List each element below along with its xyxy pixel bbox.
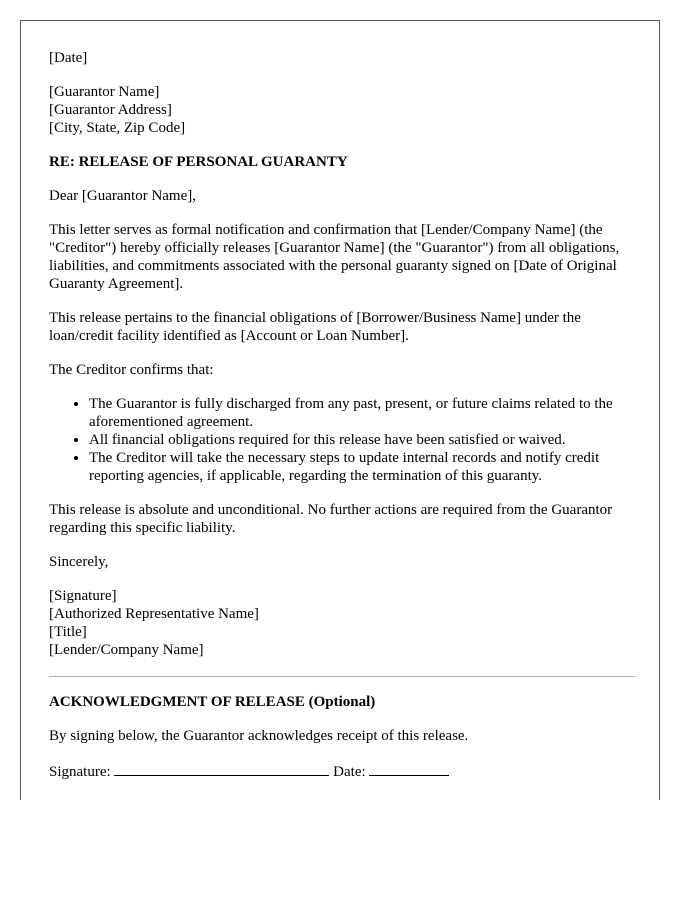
letter-page [20, 20, 660, 800]
list-item: • All financial obligations required for this release have been satisfied or waived. [89, 431, 635, 449]
representative-name: [Authorized Representative Name] [49, 606, 259, 622]
guarantor-address: [Guarantor Address] [49, 102, 172, 118]
letter-date: [Date] [49, 50, 88, 66]
acknowledgment-text: By signing below, the Guarantor acknowledges receipt of this release. [49, 728, 469, 744]
paragraph-obligations: This release pertains to the financial obligations of [Borrower/Business Name] under the loan/credit facility identified as [Account or Loan Number]. [49, 310, 581, 344]
paragraph-release: This letter serves as formal notification and confirmation that [Lender/Company Name] (the "Creditor") hereby officially releases [Guarantor Name] (the "Guarantor") from all obligations, liabilities, and commitments associated with the personal guaranty signed on [Date of Original Guaranty Agreement]. [49, 222, 620, 292]
acknowledgment-heading: ACKNOWLEDGMENT OF RELEASE (Optional) [49, 694, 376, 710]
signature-block [49, 587, 635, 659]
section-divider [49, 676, 635, 677]
guarantor-city: [City, State, Zip Code] [49, 120, 186, 136]
letter-body [49, 49, 635, 797]
list-item: • The Guarantor is fully discharged from any past, present, or future claims related to the aforementioned agreement. [89, 395, 635, 431]
confirmation-list [49, 395, 635, 485]
subject-line: RE: RELEASE OF PERSONAL GUARANTY [49, 154, 348, 170]
date-blank[interactable] [369, 761, 449, 776]
signature-date-line [49, 761, 635, 781]
date-label: Date: [333, 764, 366, 780]
representative-title: [Title] [49, 624, 87, 640]
signature-label: Signature: [49, 764, 111, 780]
valediction: Sincerely, [49, 554, 109, 570]
list-item: • The Creditor will take the necessary steps to update internal records and notify credit reporting agencies, if applicable, regarding the termination of this guaranty. [89, 449, 635, 485]
paragraph-absolute: This release is absolute and unconditional. No further actions are required from the Guarantor regarding this specific liability. [49, 502, 613, 536]
signature-placeholder: [Signature] [49, 588, 117, 604]
guarantor-name: [Guarantor Name] [49, 84, 160, 100]
company-name: [Lender/Company Name] [49, 642, 204, 658]
signature-blank[interactable] [114, 761, 329, 776]
paragraph-confirms: The Creditor confirms that: [49, 362, 214, 378]
guarantor-address-block [49, 83, 635, 137]
salutation: Dear [Guarantor Name], [49, 188, 197, 204]
